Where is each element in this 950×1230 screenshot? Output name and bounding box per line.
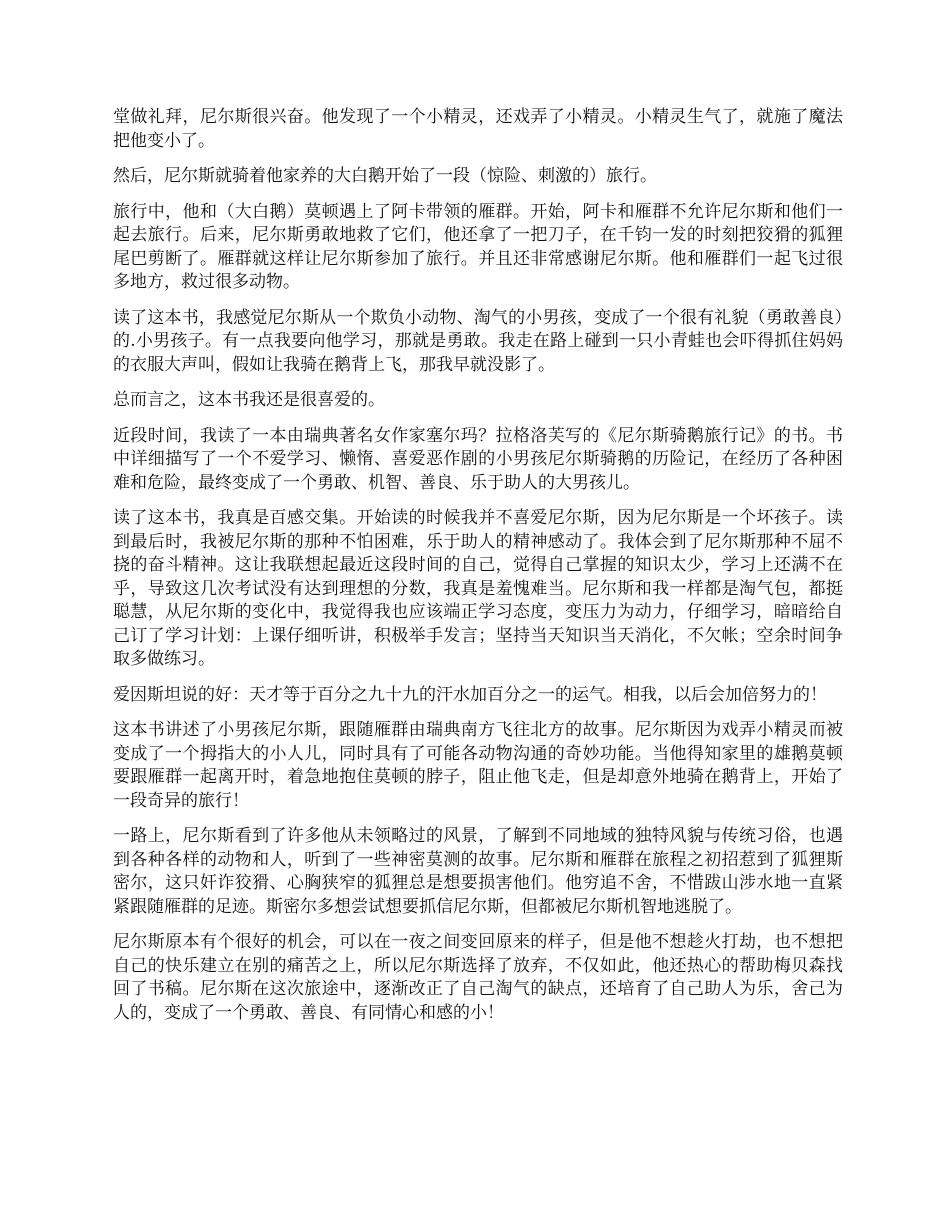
paragraph-5: 总而言之，这本书我还是很喜爱的。	[113, 390, 385, 410]
paragraph-11: 尼尔斯原本有个很好的机会，可以在一夜之间变回原来的样子，但是他不想趁火打劫，也不想把自己的快乐建立在别的痛苦之上，所以尼尔斯选择了放弃，不仅如此，他还热心的帮助梅贝森找回了书稿。尼尔斯在这次旅途中，逐渐改正了自己淘气的缺点，还培育了自己助人为乐，舍己为人的，变成了一个勇敢、善良、有同情心和感的小！	[113, 932, 843, 1023]
paragraph-3: 旅行中，他和（大白鹅）莫顿遇上了阿卡带领的雁群。开始，阿卡和雁群不允许尼尔斯和他们一起去旅行。后来，尼尔斯勇敢地救了它们，他还拿了一把刀子，在千钧一发的时刻把狡猾的狐狸尾巴剪断了。雁群就这样让尼尔斯参加了旅行。并且还非常感谢尼尔斯。他和雁群们一起飞过很多地方，救过很多动物。	[113, 201, 843, 292]
paragraph-10: 一路上，尼尔斯看到了许多他从未领略过的风景，了解到不同地域的独特风貌与传统习俗，也遇到各种各样的动物和人，听到了一些神密莫测的故事。尼尔斯和雁群在旅程之初招惹到了狐狸斯密尔，这只奸诈狡猾、心胸狭窄的狐狸总是想要损害他们。他穷追不舍，不惜跋山涉水地一直紧紧跟随雁群的足迹。斯密尔多想尝试想要抓信尼尔斯，但都被尼尔斯机智地逃脱了。	[113, 826, 843, 917]
paragraph-1: 堂做礼拜，尼尔斯很兴奋。他发现了一个小精灵，还戏弄了小精灵。小精灵生气了，就施了魔法把他变小了。	[113, 107, 843, 151]
paragraph-2: 然后，尼尔斯就骑着他家养的大白鹅开始了一段（惊险、刺激的）旅行。	[113, 166, 657, 186]
paragraph-4: 读了这本书，我感觉尼尔斯从一个欺负小动物、淘气的小男孩，变成了一个很有礼貌（勇敢善良）的.小男孩子。有一点我要向他学习，那就是勇敢。我走在路上碰到一只小青蛙也会吓得抓住妈妈的衣服大声叫，假如让我骑在鹅背上飞，那我早就没影了。	[113, 307, 843, 375]
paragraph-9: 这本书讲述了小男孩尼尔斯，跟随雁群由瑞典南方飞往北方的故事。尼尔斯因为戏弄小精灵而被变成了一个拇指大的小人儿，同时具有了可能各动物沟通的奇妙功能。当他得知家里的雄鹅莫顿要跟雁群一起离开时，着急地抱住莫顿的脖子，阻止他飞走，但是却意外地骑在鹅背上，开始了一段奇异的旅行！	[113, 720, 843, 811]
paragraph-6: 近段时间，我读了一本由瑞典著名女作家塞尔玛？拉格洛芙写的《尼尔斯骑鹅旅行记》的书。书中详细描写了一个不爱学习、懒惰、喜爱恶作剧的小男孩尼尔斯骑鹅的历险记，在经历了各种困难和危险，最终变成了一个勇敢、机智、善良、乐于助人的大男孩儿。	[113, 425, 843, 493]
paragraph-8: 爱因斯坦说的好：天才等于百分之九十九的汗水加百分之一的运气。相我，以后会加倍努力的！	[113, 684, 827, 705]
paragraph-7: 读了这本书，我真是百感交集。开始读的时候我并不喜爱尼尔斯，因为尼尔斯是一个坏孩子。读到最后时，我被尼尔斯的那种不怕困难，乐于助人的精神感动了。我体会到了尼尔斯那种不屈不挠的奋斗精神。这让我联想起最近这段时间的自己，觉得自己掌握的知识太少，学习上还满不在乎，导致这几次考试没有达到理想的分数，我真是羞愧难当。尼尔斯和我一样都是淘气包，都挺聪慧，从尼尔斯的变化中，我觉得我也应该端正学习态度，变压力为动力，仔细学习，暗暗给自己订了学习计划：上课仔细听讲，积极举手发言；坚持当天知识当天消化，不欠帐；空余时间争取多做练习。	[113, 508, 843, 669]
document-body	[113, 106, 843, 1037]
